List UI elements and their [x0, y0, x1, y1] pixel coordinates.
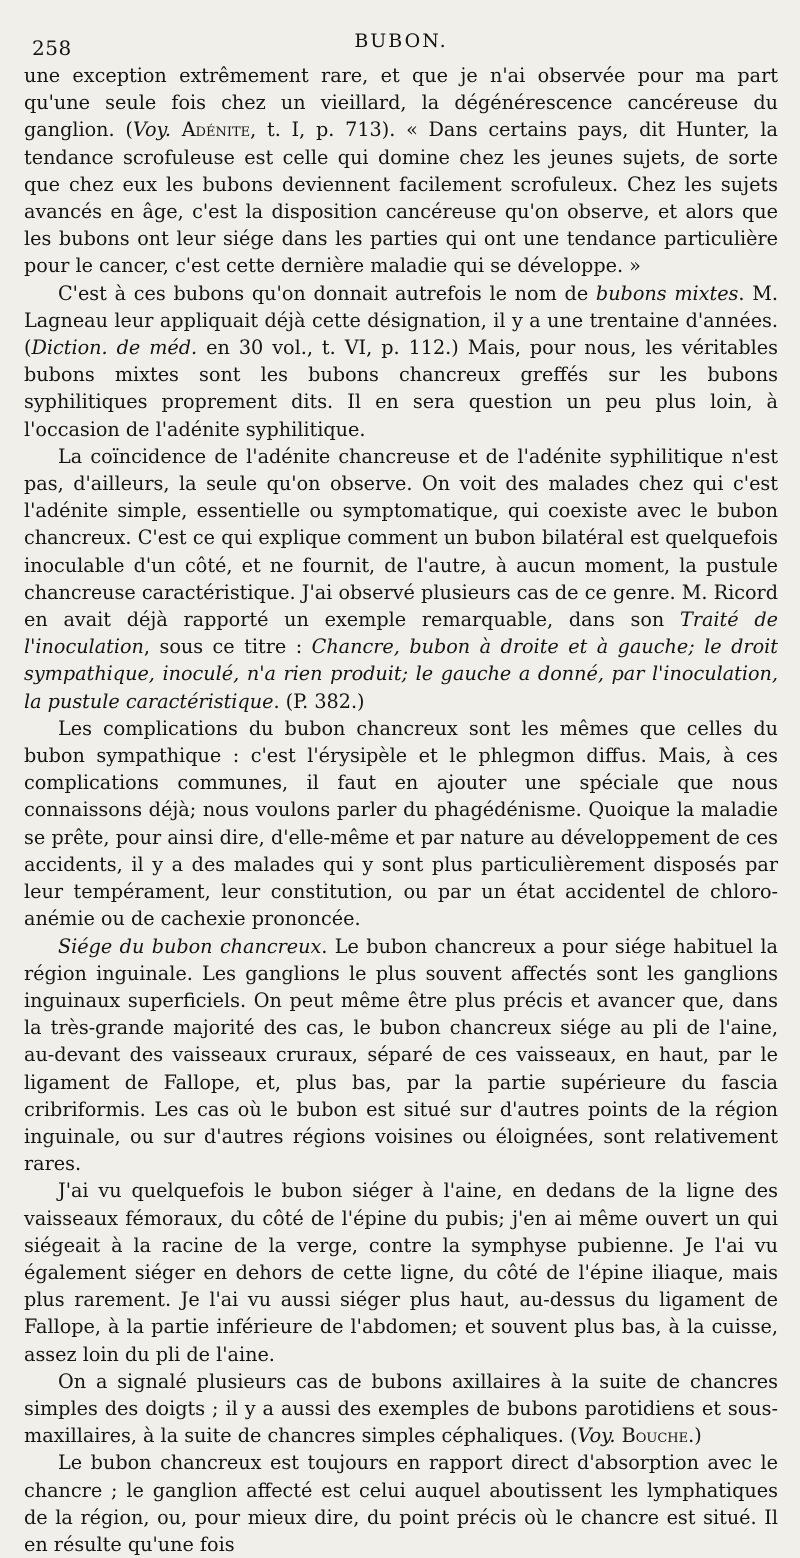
paragraph: [24, 715, 778, 933]
text-run: en 30 vol., t. VI, p. 112.) Mais, pour nous, les véritables bubons mixtes sont les bubons chancreux greffés sur les bubons syphilitiques proprement dits. Il en sera question un peu plus loin, à l'occasion de l'adénite syphilitique.: [24, 336, 779, 441]
paragraph: [24, 1177, 778, 1367]
italic-text: Voy.: [577, 1424, 616, 1448]
text-run: . M. Lagneau leur appliquait déjà cette désignation, il y a une trentaine d'années. (: [24, 281, 779, 360]
italic-text: bubons mixtes: [595, 281, 739, 305]
text-run: . (P. 382.): [273, 689, 365, 713]
body-text: [24, 62, 778, 1558]
text-run: C'est à ces bubons qu'on donnait autrefois le nom de: [58, 281, 596, 305]
text-run: Le bubon chancreux est toujours en rapport direct d'absorption avec le chancre ; le ganglion affecté est celui auquel aboutissent les lymphatiques de la région, ou, pour mieux dire, du point précis où le chancre est situé. Il en résulte qu'une fois: [24, 1451, 778, 1556]
text-run: .): [688, 1424, 702, 1448]
paragraph: [24, 1368, 778, 1450]
small-caps-text: Adénite: [181, 118, 251, 142]
running-head: BUBON.: [354, 30, 448, 52]
italic-text: Voy.: [132, 118, 171, 142]
text-run: , t. I, p. 713). « Dans certains pays, dit Hunter, la tendance scrofuleuse est celle qui domine chez les jeunes sujets, de sorte que chez eux les bubons deviennent facilement scrofuleux. Chez les sujets avancés en âge, c'est la disposition cancéreuse qu'on observe, et alors que les bubons ont leur siége dans les parties qui ont une tendance particulière pour le cancer, c'est cette dernière maladie qui se développe. »: [24, 118, 778, 278]
text-run: [171, 118, 182, 141]
text-run: La coïncidence de l'adénite chancreuse et de l'adénite syphilitique n'est pas, d'ailleurs, la seule qu'on observe. On voit des malades chez qui c'est l'adénite simple, essentielle ou symptomatique, qui coexiste avec le bubon chancreux. C'est ce qui explique comment un bubon bilatéral est quelquefois inoculable d'un côté, et ne fournit, de l'autre, à aucun moment, la pustule chancreuse caractéristique. J'ai observé plusieurs cas de ce genre. M. Ricord en avait déjà rapporté un exemple remarquable, dans son: [24, 444, 778, 632]
text-run: , sous ce titre :: [143, 635, 312, 659]
italic-text: Chancre, bubon à droite et à gauche; le droit sympathique, inoculé, n'a rien produit; le gauche a donné, par l'inoculation, la pustule caractéristique: [24, 635, 778, 713]
paragraph: [24, 443, 778, 715]
paragraph: [24, 280, 778, 443]
text-run: J'ai vu quelquefois le bubon siéger à l'aine, en dedans de la ligne des vaisseaux fémoraux, du côté de l'épine du pubis; j'en ai même ouvert un qui siégeait à la racine de la verge, contre la symphyse pubienne. Je l'ai vu également siéger en dehors de cette ligne, du côté de l'épine iliaque, mais plus rarement. Je l'ai vu aussi siéger plus haut, au-dessus du ligament de Fallope, à la partie inférieure de l'abdomen; et souvent plus bas, à la cuisse, assez loin du pli de l'aine.: [24, 1179, 778, 1366]
page-header: [24, 22, 778, 62]
text-run: Les complications du bubon chancreux sont les mêmes que celles du bubon sympathique : c'est l'érysipèle et le phlegmon diffus. Mais, à ces complications communes, il faut en ajouter une spéciale que nous connaissons déjà; nous voulons parler du phagédénisme. Quoique la maladie se prête, pour ainsi dire, d'elle-même et par nature au développement de ces accidents, il y a des malades qui y sont plus particulièrement disposés par leur tempérament, leur constitution, ou par un état accidentel de chloro-anémie ou de cachexie prononcée.: [24, 716, 778, 931]
text-run: une exception extrêmement rare, et que je n'ai observée pour ma part qu'une seule fois chez un vieillard, la dégénérescence cancéreuse du ganglion. (: [24, 64, 778, 142]
italic-text: Diction. de méd.: [31, 336, 198, 360]
paragraph: [24, 933, 778, 1178]
italic-text: Traité de l'inoculation: [24, 608, 778, 659]
page-number: 258: [32, 36, 72, 60]
small-caps-text: Bouche: [621, 1424, 689, 1448]
paragraph: [24, 1449, 778, 1558]
text-run: On a signalé plusieurs cas de bubons axillaires à la suite de chancres simples des doigts ; il y a aussi des exemples de bubons parotidiens et sous-maxillaires, à la suite de chancres simples céphaliques. (: [24, 1369, 778, 1448]
text-run: . Le bubon chancreux a pour siége habituel la région inguinale. Les ganglions le plus souvent affectés sont les ganglions inguinaux superficiels. On peut même être plus précis et avancer que, dans la très-grande majorité des cas, le bubon chancreux siége au pli de l'aine, au-devant des vaisseaux cruraux, séparé de ces vaisseaux, en haut, par le ligament de Fallope, et, plus bas, par la partie supérieure du fascia cribriformis. Les cas où le bubon est situé sur d'autres points de la région inguinale, ou sur d'autres régions voisines ou éloignées, sont relativement rares.: [24, 934, 778, 1176]
italic-text: Siége du bubon chancreux: [58, 934, 322, 958]
paragraph: [24, 62, 778, 280]
